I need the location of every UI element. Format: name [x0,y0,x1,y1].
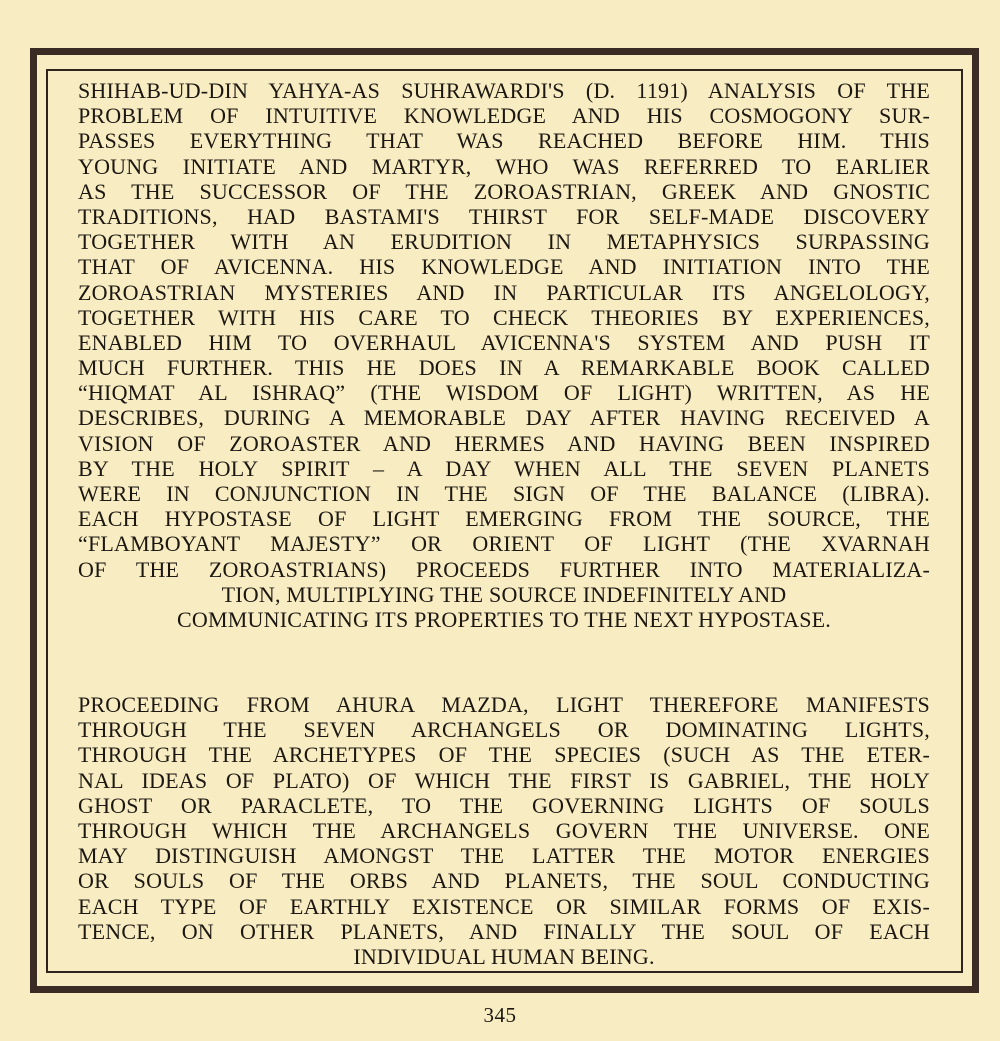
text-line: TOGETHER WITH HIS CARE TO CHECK THEORIES BY EXPERIENCES, [78,304,930,330]
text-line: INDIVIDUAL HUMAN BEING. [353,943,655,969]
text-line: TRADITIONS, HAD BASTAMI'S THIRST FOR SELF-MADE DISCOVERY [78,203,930,229]
paragraph-suhrawardi [78,78,930,632]
text-line: THROUGH WHICH THE ARCHANGELS GOVERN THE UNIVERSE. ONE [78,817,930,843]
text-line: COMMUNICATING ITS PROPERTIES TO THE NEXT HYPOSTASE. [177,606,831,632]
text-line: EACH TYPE OF EARTHLY EXISTENCE OR SIMILAR FORMS OF EXIS- [78,893,930,919]
text-line: DESCRIBES, DURING A MEMORABLE DAY AFTER HAVING RECEIVED A [78,405,930,431]
text-line: NAL IDEAS OF PLATO) OF WHICH THE FIRST IS GABRIEL, THE HOLY [78,767,930,793]
text-line: SHIHAB-UD-DIN YAHYA-AS SUHRAWARDI'S (D. 1191) ANALYSIS OF THE [78,78,930,103]
text-line: TENCE, ON OTHER PLANETS, AND FINALLY THE SOUL OF EACH [78,918,930,944]
text-line: MUCH FURTHER. THIS HE DOES IN A REMARKABLE BOOK CALLED [78,355,930,381]
text-line: PASSES EVERYTHING THAT WAS REACHED BEFORE HIM. THIS [78,128,930,154]
text-line: AS THE SUCCESSOR OF THE ZOROASTRIAN, GREEK AND GNOSTIC [78,178,930,204]
text-line: “HIQMAT AL ISHRAQ” (THE WISDOM OF LIGHT) WRITTEN, AS HE [78,380,930,406]
text-line: EACH HYPOSTASE OF LIGHT EMERGING FROM THE SOURCE, THE [78,506,930,532]
text-line: THAT OF AVICENNA. HIS KNOWLEDGE AND INITIATION INTO THE [78,254,930,280]
text-line: THROUGH THE ARCHETYPES OF THE SPECIES (SUCH AS THE ETER- [78,742,930,768]
text-line: BY THE HOLY SPIRIT – A DAY WHEN ALL THE SEVEN PLANETS [78,455,930,481]
text-line: PROBLEM OF INTUITIVE KNOWLEDGE AND HIS COSMOGONY SUR- [78,103,930,129]
text-line: YOUNG INITIATE AND MARTYR, WHO WAS REFERRED TO EARLIER [78,153,930,179]
text-line: TOGETHER WITH AN ERUDITION IN METAPHYSICS SURPASSING [78,229,930,255]
text-line: PROCEEDING FROM AHURA MAZDA, LIGHT THEREFORE MANIFESTS [78,692,930,717]
page-number: 345 [483,1003,517,1027]
text-line: ENABLED HIM TO OVERHAUL AVICENNA'S SYSTEM AND PUSH IT [78,329,930,355]
text-line: VISION OF ZOROASTER AND HERMES AND HAVING BEEN INSPIRED [78,430,930,456]
text-line: TION, MULTIPLYING THE SOURCE INDEFINITELY AND [221,581,787,607]
text-line: GHOST OR PARACLETE, TO THE GOVERNING LIGHTS OF SOULS [78,792,930,818]
text-line: THROUGH THE SEVEN ARCHANGELS OR DOMINATING LIGHTS, [78,717,930,743]
text-line: “FLAMBOYANT MAJESTY” OR ORIENT OF LIGHT (THE XVARNAH [78,531,930,557]
text-line: OR SOULS OF THE ORBS AND PLANETS, THE SOUL CONDUCTING [78,868,930,894]
text-line: OF THE ZOROASTRIANS) PROCEEDS FURTHER INTO MATERIALIZA- [78,556,930,582]
text-line: ZOROASTRIAN MYSTERIES AND IN PARTICULAR ITS ANGELOLOGY, [78,279,930,305]
text-line: WERE IN CONJUNCTION IN THE SIGN OF THE BALANCE (LIBRA). [78,481,930,506]
text-line: MAY DISTINGUISH AMONGST THE LATTER THE MOTOR ENERGIES [78,843,930,869]
paragraph-ahura-mazda [78,692,930,969]
